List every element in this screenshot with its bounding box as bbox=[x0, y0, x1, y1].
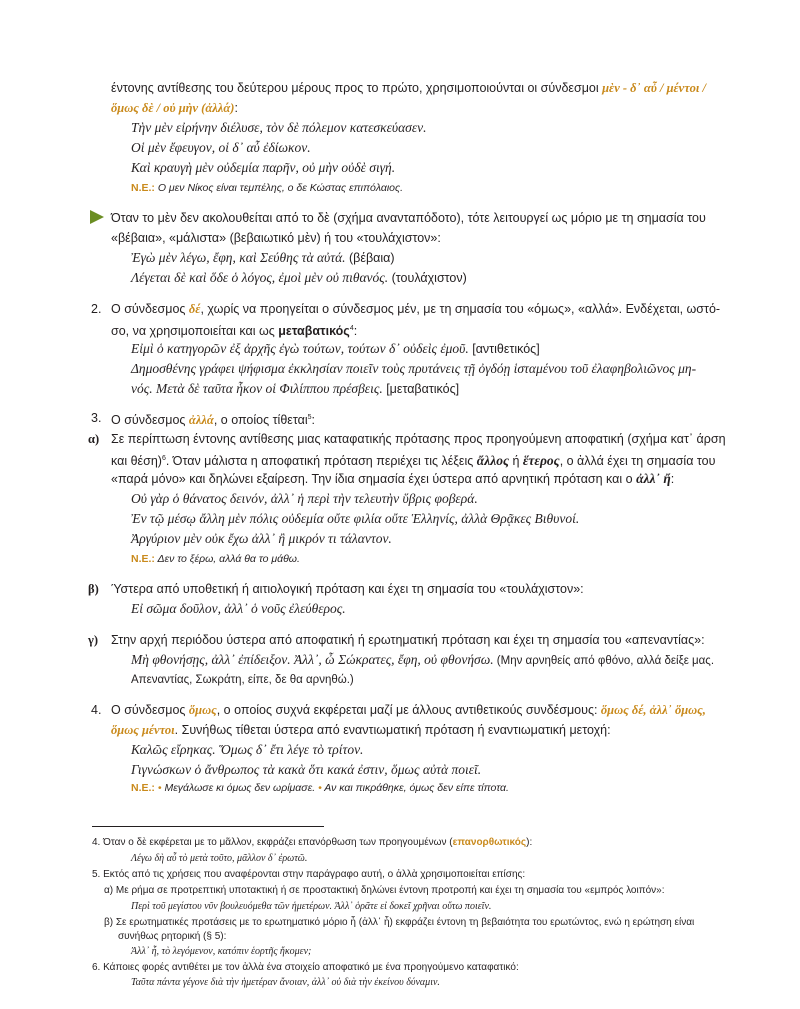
text-line: σο, να χρησιμοποιείται και ως μεταβατικός$^4$: bbox=[111, 324, 358, 339]
section-number: 2. bbox=[91, 302, 102, 316]
footnote: 5. Εκτός από τις χρήσεις που αναφέρονται στην παράγραφο αυτή, ο ἀλλὰ χρησιμοποιείται επίσης: bbox=[92, 869, 526, 880]
greek-example: Ἀργύριον μὲν οὐκ ἔχω ἀλλ᾽ ἢ μικρόν τι τάλαντον. bbox=[131, 531, 392, 546]
text-line: Ο σύνδεσμος ἀλλά, ο οποίος τίθεται$^5$: bbox=[111, 413, 316, 428]
text-line: ὅμως μέντοι. Συνήθως τίθεται ύστερα από εναντιωματική πρόταση ή εναντιωματική μετοχή: bbox=[111, 723, 611, 737]
greek-example: νός. Μετὰ δὲ ταῦτα ἧκον οἱ Φιλίππου πρέσβεις. [μεταβατικός] bbox=[131, 381, 460, 396]
modern-greek-note: Ν.Ε.: • Μεγάλωσε κι όμως δεν ωρίμασε. • Αν και πικράθηκε, όμως δεν είπε τίποτα. bbox=[131, 782, 509, 794]
section-number: 3. bbox=[91, 411, 102, 425]
greek-example: Λέγεται δὲ καὶ ὅδε ὁ λόγος, ἐμοὶ μὲν οὐ πιθανός. (τουλάχιστον) bbox=[131, 270, 467, 285]
conjunction-highlight: ὅμως δέ, ἀλλ᾽ ὅμως, bbox=[600, 703, 706, 717]
footnote-example: Ταῦτα πάντα γέγονε διὰ τὴν ἡμετέραν ἄνοιαν, ἀλλ᾽ οὐ διὰ τὴν ἐκείνου δύναμιν. bbox=[131, 977, 440, 988]
greek-example: Δημοσθένης γράφει ψήφισμα ἐκκλησίαν ποιεῖν τοὺς πρυτάνεις τῇ ὀγδόῃ ἱσταμένου τοῦ ἐλαφηβολιῶνος μη- bbox=[131, 361, 697, 376]
text-line: Ύστερα από υποθετική ή αιτιολογική πρόταση και έχει τη σημασία του «τουλάχιστον»: bbox=[111, 582, 584, 596]
text-line: και θέση)$^6$. Όταν μάλιστα η αποφατική πρόταση περιέχει τις λέξεις ἄλλος ή ἕτερος, ο ἀλλά έχει τη σημασία του bbox=[111, 453, 716, 469]
conjunction-highlight: ἀλλά bbox=[188, 413, 214, 428]
conjunction-highlight: μὲν - δ᾽ αὖ / μέντοι / bbox=[602, 81, 706, 95]
greek-example: Γιγνώσκων ὁ ἄνθρωπος τὰ κακὰ ὅτι κακά ἐστιν, ὅμως αὐτὰ ποιεῖ. bbox=[131, 762, 482, 777]
modern-greek-note: Ν.Ε.: Ο μεν Νίκος είναι τεμπέλης, ο δε Κώστας επιπόλαιος. bbox=[131, 182, 404, 194]
bullet-icon: • bbox=[157, 782, 162, 794]
footnote: α) Με ρήμα σε προτρεπτική υποτακτική ή σε προστακτική δηλώνει έντονη προτροπή και έχει τη σημασία του «εμπρός λοιπόν»: bbox=[104, 885, 665, 896]
text-line: ὅμως δὲ / οὐ μὴν (ἀλλά): bbox=[111, 101, 238, 115]
text-line: Απεναντίας, Σωκράτη, είπε, δε θα αρνηθώ.) bbox=[131, 674, 354, 686]
footnote: συνήθως ρητορική (§ 5): bbox=[118, 931, 227, 942]
footnote-example: Λέγω δὴ αὖ τὸ μετὰ τοῦτο, μᾶλλον δ᾽ ἐρωτῶ. bbox=[131, 853, 308, 864]
greek-example: Καὶ κραυγὴ μὲν οὐδεμία παρῆν, οὐ μὴν οὐδὲ σιγή. bbox=[131, 160, 396, 175]
greek-example: Ἐν τῷ μέσῳ ἄλλη μὲν πόλις οὐδεμία οὔτε φιλία οὔτε Ἑλληνίς, ἀλλὰ Θρᾷκες Βιθυνοί. bbox=[131, 511, 580, 526]
conjunction-highlight: δέ bbox=[188, 302, 201, 316]
greek-example: Εἰ σῶμα δοῦλον, ἀλλ᾽ ὁ νοῦς ἐλεύθερος. bbox=[131, 601, 346, 616]
greek-example: Οἱ μὲν ἔφευγον, οἱ δ᾽ αὖ ἐδίωκον. bbox=[131, 140, 311, 155]
text-line: Όταν το μὲν δεν ακολουθείται από το δὲ (σχήμα ανανταπόδοτο), τότε λειτουργεί ως μόριο με τη σημασία του bbox=[111, 211, 706, 225]
greek-example: Εἰμὶ ὁ κατηγορῶν ἐξ ἀρχῆς ἐγὼ τούτων, τούτων δ᾽ οὐδεὶς ἐμοῦ. [αντιθετικός] bbox=[131, 341, 540, 356]
modern-greek-note: Ν.Ε.: Δεν το ξέρω, αλλά θα το μάθω. bbox=[131, 553, 300, 565]
footnote-divider bbox=[92, 826, 324, 827]
text-line: Ο σύνδεσμος ὅμως, ο οποίος συχνά εκφέρεται μαζί με άλλους αντιθετικούς συνδέσμους: ὅμως δέ, ἀλλ᾽ ὅμως, bbox=[111, 703, 706, 717]
item-label: γ) bbox=[88, 633, 99, 647]
text-line: Ο σύνδεσμος δέ, χωρίς να προηγείται ο σύνδεσμος μέν, με τη σημασία του «όμως», «αλλά». Ενδέχεται, ωστό- bbox=[111, 302, 721, 316]
greek-example: Ἐγὼ μὲν λέγω, ἔφη, καὶ Σεύθης τὰ αὐτά. (βέβαια) bbox=[131, 250, 395, 265]
greek-example: Μὴ φθονήσῃς, ἀλλ᾽ ἐπίδειξον. Ἀλλ᾽, ὦ Σώκρατες, ἔφη, οὐ φθονήσω. (Μην αρνηθείς από φθόνο, αλλά δείξε μας. bbox=[131, 652, 715, 667]
footnote-example: Περὶ τοῦ μεγίστου νῦν βουλευόμεθα τῶν ἡμετέρων. Ἀλλ᾽ ὁρᾶτε εἰ δοκεῖ χρῆναι οὕτω ποιεῖν. bbox=[131, 901, 492, 912]
footnote: β) Σε ερωτηματικές προτάσεις με το ερωτηματικό μόριο ἦ (ἀλλ᾽ ἦ) εκφράζει έντονη τη βεβαιότητα του ερωτώντος, ενώ η ερώτηση είναι bbox=[104, 917, 695, 928]
arrow-bullet-icon bbox=[90, 210, 104, 224]
text-line: «βέβαια», «μάλιστα» (βεβαιωτικό μὲν) ή του «τουλάχιστον»: bbox=[111, 231, 441, 245]
text-line: έντονης αντίθεσης του δεύτερου μέρους προς το πρώτο, χρησιμοποιούνται οι σύνδεσμοι μὲν - δ᾽ αὖ / μέντοι / bbox=[111, 81, 706, 95]
footnote: 4. Όταν ο δὲ εκφέρεται με το μᾶλλον, εκφράζει επανόρθωση των προηγουμένων (επανορθωτικός): bbox=[92, 837, 533, 848]
conjunction-highlight: ὅμως δὲ / οὐ μὴν (ἀλλά) bbox=[111, 101, 235, 115]
footnote: 6. Κάποιες φορές αντιθέτει με τον ἀλλὰ ένα στοιχείο αποφατικό με ένα προηγούμενο καταφατικό: bbox=[92, 962, 519, 973]
bullet-icon: • bbox=[318, 782, 322, 794]
greek-example: Καλῶς εἴρηκας. Ὅμως δ᾽ ἔτι λέγε τὸ τρίτον. bbox=[131, 742, 364, 757]
greek-example: Οὐ γὰρ ὁ θάνατος δεινόν, ἀλλ᾽ ἡ περὶ τὴν τελευτὴν ὕβρις φοβερά. bbox=[131, 491, 478, 506]
footnote-example: Ἀλλ᾽ ἦ, τὸ λεγόμενον, κατόπιν ἑορτῆς ἥκομεν; bbox=[131, 946, 312, 957]
text-line: Στην αρχή περιόδου ύστερα από αποφατική ή ερωτηματική πρόταση και έχει τη σημασία του «απεναντίας»: bbox=[111, 633, 705, 647]
conjunction-highlight: ὅμως bbox=[188, 703, 217, 717]
conjunction-highlight: ὅμως μέντοι bbox=[111, 723, 175, 737]
text-line: Σε περίπτωση έντονης αντίθεσης μιας καταφατικής πρότασης προς προηγούμενη αποφατική (σχήμα κατ᾽ άρση bbox=[111, 432, 726, 446]
item-label: α) bbox=[88, 432, 100, 446]
section-number: 4. bbox=[91, 703, 102, 717]
item-label: β) bbox=[88, 582, 99, 596]
text-line: «παρά μόνο» και δηλώνει εξαίρεση. Την ίδια σημασία έχει ύστερα από αρνητική πρόταση και ο ἀλλ᾽ ἤ: bbox=[111, 471, 675, 486]
greek-example: Τὴν μὲν εἰρήνην διέλυσε, τὸν δὲ πόλεμον κατεσκεύασεν. bbox=[131, 120, 427, 135]
